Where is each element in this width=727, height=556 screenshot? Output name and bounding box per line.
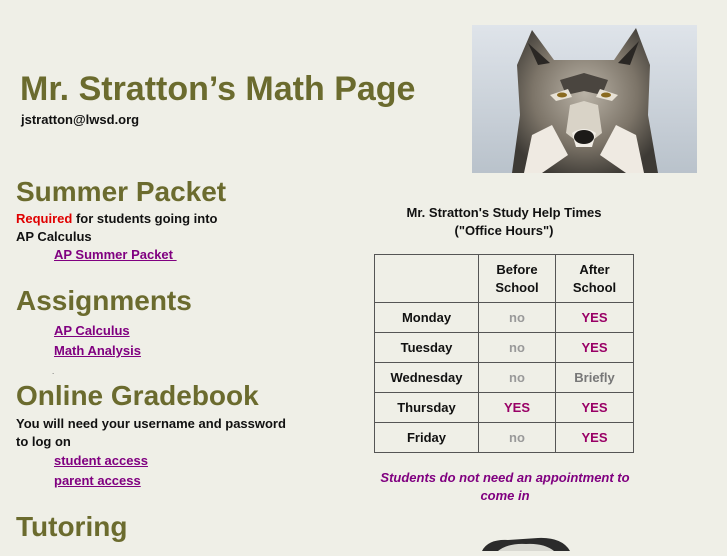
day-cell: Wednesday bbox=[375, 363, 479, 393]
summer-requirement-text bbox=[16, 210, 218, 228]
day-cell: Thursday bbox=[375, 393, 479, 423]
ap-calculus-link[interactable]: AP Calculus bbox=[54, 323, 130, 338]
table-row bbox=[375, 423, 634, 453]
before-school-cell: no bbox=[479, 333, 556, 363]
office-hours-caption bbox=[380, 204, 628, 240]
partial-image bbox=[478, 531, 574, 551]
table-row bbox=[375, 303, 634, 333]
header-blank-cell bbox=[375, 255, 479, 303]
online-gradebook-heading: Online Gradebook bbox=[16, 380, 259, 411]
summer-packet-heading: Summer Packet bbox=[16, 176, 227, 207]
divider-dot: . bbox=[52, 367, 55, 376]
gradebook-instructions-line1: You will need your username and password bbox=[16, 416, 286, 431]
page-title: Mr. Stratton’s Math Page bbox=[20, 70, 416, 108]
after-school-cell: YES bbox=[556, 303, 634, 333]
table-row bbox=[375, 393, 634, 423]
table-row bbox=[375, 363, 634, 393]
assignments-heading: Assignments bbox=[16, 285, 192, 316]
day-cell: Tuesday bbox=[375, 333, 479, 363]
appointment-note-line1: Students do not need an appointment to bbox=[380, 470, 630, 485]
required-label: Required bbox=[16, 211, 73, 226]
after-school-cell: YES bbox=[556, 423, 634, 453]
office-hours-caption-line2: ("Office Hours") bbox=[454, 223, 554, 238]
student-access-link[interactable]: student access bbox=[54, 453, 148, 468]
contact-email: jstratton@lwsd.org bbox=[21, 112, 140, 127]
math-analysis-link[interactable]: Math Analysis bbox=[54, 343, 141, 358]
wolf-photo bbox=[472, 25, 697, 173]
day-cell: Monday bbox=[375, 303, 479, 333]
gradebook-instructions-line2: to log on bbox=[16, 434, 71, 449]
office-hours-table bbox=[374, 254, 634, 453]
appointment-note bbox=[374, 469, 636, 505]
table-row bbox=[375, 333, 634, 363]
tutoring-heading: Tutoring bbox=[16, 511, 128, 542]
ap-summer-packet-link[interactable]: AP Summer Packet bbox=[54, 247, 177, 262]
after-school-cell: YES bbox=[556, 393, 634, 423]
office-hours-caption-line1: Mr. Stratton's Study Help Times bbox=[406, 205, 602, 220]
before-school-cell: YES bbox=[479, 393, 556, 423]
after-school-cell: Briefly bbox=[556, 363, 634, 393]
parent-access-link[interactable]: parent access bbox=[54, 473, 141, 488]
header-before-school: Before School bbox=[479, 255, 556, 303]
table-header-row bbox=[375, 255, 634, 303]
header-after-school: After School bbox=[556, 255, 634, 303]
summer-requirement-rest: for students going into bbox=[72, 211, 218, 226]
after-school-cell: YES bbox=[556, 333, 634, 363]
before-school-cell: no bbox=[479, 303, 556, 333]
before-school-cell: no bbox=[479, 423, 556, 453]
summer-course-text: AP Calculus bbox=[16, 229, 92, 244]
appointment-note-line2: come in bbox=[480, 488, 530, 503]
before-school-cell: no bbox=[479, 363, 556, 393]
day-cell: Friday bbox=[375, 423, 479, 453]
